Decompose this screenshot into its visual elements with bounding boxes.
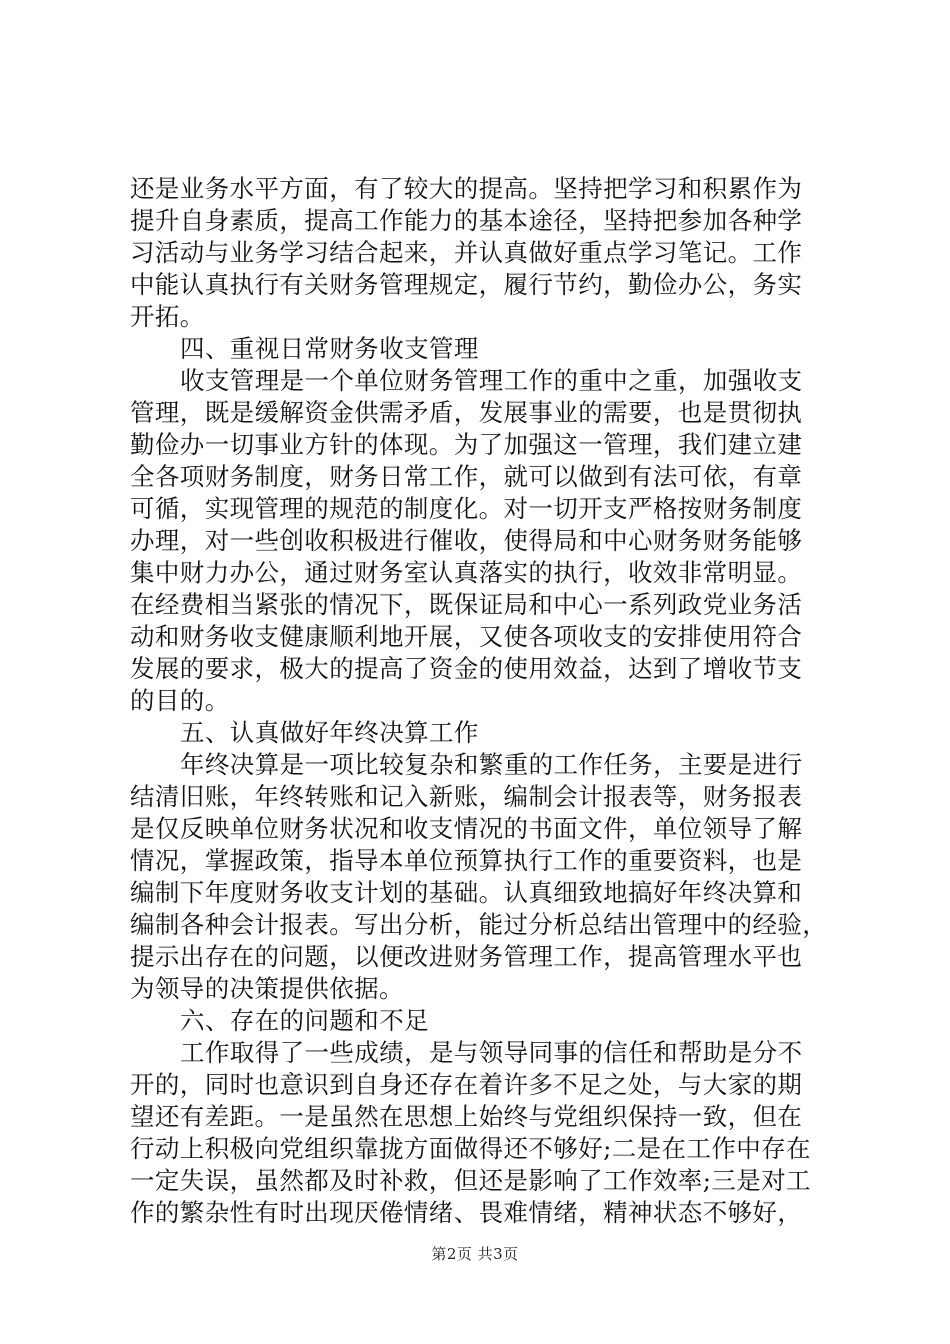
body-line: 编制下年度财务收支计划的基础。认真细致地搞好年终决算和 <box>130 878 803 907</box>
paragraph-first-line: 收支管理是一个单位财务管理工作的重中之重，加强收支 <box>180 366 803 395</box>
body-line: 编制各种会计报表。写出分析，能过分析总结出管理中的经验， <box>130 910 828 939</box>
body-line: 勤俭办一切事业方针的体现。为了加强这一管理，我们建立建 <box>130 430 803 459</box>
body-line: 习活动与业务学习结合起来，并认真做好重点学习笔记。工作 <box>130 238 803 267</box>
body-line: 发展的要求，极大的提高了资金的使用效益，达到了增收节支 <box>130 654 803 683</box>
document-body <box>130 173 830 1229</box>
body-line: 行动上积极向党组织靠拢方面做得还不够好;二是在工作中存在 <box>130 1134 811 1163</box>
body-line: 望还有差距。一是虽然在思想上始终与党组织保持一致，但在 <box>130 1102 803 1131</box>
section-heading: 六、存在的问题和不足 <box>180 1006 429 1035</box>
body-line: 可循，实现管理的规范的制度化。对一切开支严格按财务制度 <box>130 494 803 523</box>
body-line: 一定失误，虽然都及时补救，但还是影响了工作效率;三是对工 <box>130 1166 811 1195</box>
body-line: 结清旧账，年终转账和记入新账，编制会计报表等，财务报表 <box>130 782 803 811</box>
section-heading: 四、重视日常财务收支管理 <box>180 334 479 363</box>
body-line: 还是业务水平方面，有了较大的提高。坚持把学习和积累作为 <box>130 174 803 203</box>
body-line: 提升自身素质，提高工作能力的基本途径，坚持把参加各种学 <box>130 206 803 235</box>
body-line: 提示出存在的问题，以便改进财务管理工作，提高管理水平也 <box>130 942 803 971</box>
paragraph-first-line: 年终决算是一项比较复杂和繁重的工作任务，主要是进行 <box>180 750 803 779</box>
body-line: 动和财务收支健康顺利地开展，又使各项收支的安排使用符合 <box>130 622 803 651</box>
body-line: 情况，掌握政策，指导本单位预算执行工作的重要资料，也是 <box>130 846 803 875</box>
body-line: 全各项财务制度，财务日常工作，就可以做到有法可依，有章 <box>130 462 803 491</box>
body-line: 的目的。 <box>130 686 230 715</box>
body-line: 集中财力办公，通过财务室认真落实的执行，收效非常明显。 <box>130 558 803 587</box>
page-number-footer: 第2页 共3页 <box>431 1245 519 1263</box>
body-line: 办理，对一些创收积极进行催收，使得局和中心财务财务能够 <box>130 526 803 555</box>
body-line: 在经费相当紧张的情况下，既保证局和中心一系列政党业务活 <box>130 590 803 619</box>
section-heading: 五、认真做好年终决算工作 <box>180 718 479 747</box>
body-line: 是仅反映单位财务状况和收支情况的书面文件，单位领导了解 <box>130 814 803 843</box>
body-line: 开拓。 <box>130 302 205 331</box>
body-line: 管理，既是缓解资金供需矛盾，发展事业的需要，也是贯彻执 <box>130 398 803 427</box>
body-line: 为领导的决策提供依据。 <box>130 974 404 1003</box>
body-line: 作的繁杂性有时出现厌倦情绪、畏难情绪，精神状态不够好， <box>130 1198 803 1227</box>
body-line: 开的，同时也意识到自身还存在着许多不足之处，与大家的期 <box>130 1070 803 1099</box>
paragraph-first-line: 工作取得了一些成绩，是与领导同事的信任和帮助是分不 <box>180 1038 803 1067</box>
body-line: 中能认真执行有关财务管理规定，履行节约，勤俭办公，务实 <box>130 270 803 299</box>
